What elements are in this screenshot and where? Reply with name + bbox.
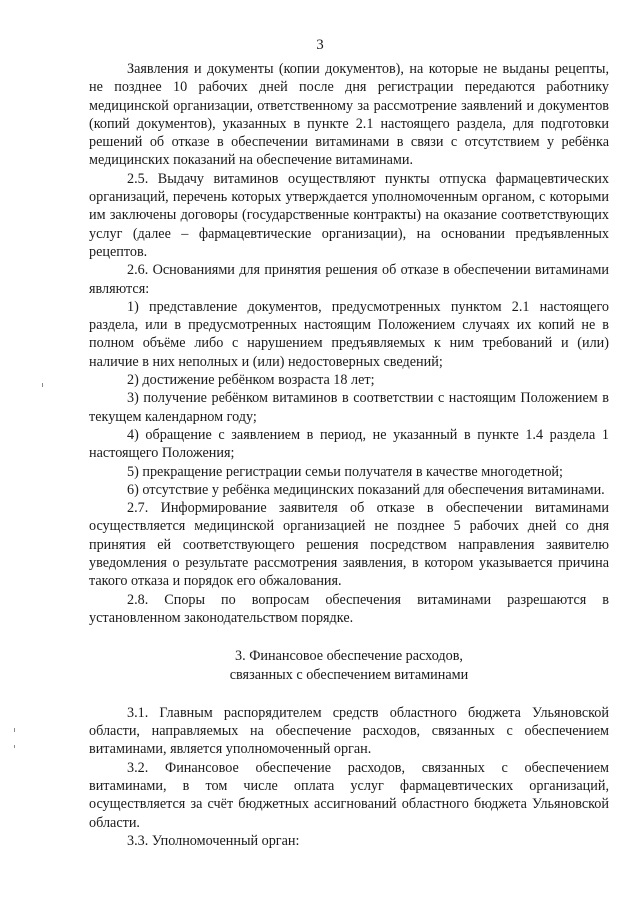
paragraph-3-3: 3.3. Уполномоченный орган: xyxy=(127,832,300,849)
scan-mark xyxy=(14,728,15,732)
list-item-2-6-4: 4) обращение с заявлением в период, не указанный в пункте 1.4 раздела 1 настоящего Положения; xyxy=(89,426,609,462)
list-item-2-6-3: 3) получение ребёнком витаминов в соответствии с настоящим Положением в текущем календарном году; xyxy=(89,390,609,425)
section-3-heading xyxy=(89,647,609,684)
paragraph-2-8: 2.8. Споры по вопросам обеспечения витаминами разрешаются в установленном законодательством порядке. xyxy=(89,591,609,626)
section-3-heading-line1: 3. Финансовое обеспечение расходов, xyxy=(235,648,463,665)
paragraph-2-7: 2.7. Информирование заявителя об отказе в обеспечении витаминами осуществляется медицинской организацией не позднее 5 рабочих дней со дня принятия ей соответствующего решения посредством направления заявителю уведомления о результате рассмотрения заявления, в котором указывается причина такого отказа и порядок его обжалования. xyxy=(89,500,609,590)
list-item-2-6-6: 6) отсутствие у ребёнка медицинских показаний для обеспечения витаминами. xyxy=(127,481,605,498)
paragraph-3-1: 3.1. Главным распорядителем средств областного бюджета Ульяновской области, направляемых на обеспечение расходов, связанных с обеспечением витаминами, является уполномоченный орган. xyxy=(89,704,609,758)
paragraph-2-6: 2.6. Основаниями для принятия решения об отказе в обеспечении витаминами являются: xyxy=(89,262,609,297)
page-number: 3 xyxy=(316,37,324,53)
scan-mark xyxy=(42,383,43,387)
paragraph-3-2: 3.2. Финансовое обеспечение расходов, связанных с обеспечением витаминами, в том числе оплата услуг фармацевтических организаций, осуществляется за счёт бюджетных ассигнований областного бюджета Ульяновской области. xyxy=(89,759,609,831)
section-3-heading-line2: связанных с обеспечением витаминами xyxy=(229,666,469,683)
scan-mark xyxy=(14,745,15,748)
paragraph-2-5: 2.5. Выдачу витаминов осуществляют пункты отпуска фармацевтических организаций, перечень которых утверждается уполномоченным органом, с которыми им заключены договоры (государственные контракты) на оказание соответствующих услуг (далее – фармацевтические организации), на основании предъявленных рецептов. xyxy=(89,170,609,260)
list-item-2-6-5: 5) прекращение регистрации семьи получателя в качестве многодетной; xyxy=(127,463,563,480)
list-item-2-6-1: 1) представление документов, предусмотренных пунктом 2.1 настоящего раздела, или в предусмотренных настоящим Положением случаях их копий не в полном объёме либо с нарушением предъявляемых к ним требований и (или) наличие в них неполных и (или) недостоверных сведений; xyxy=(89,298,609,370)
paragraph-2-4-continued: Заявления и документы (копии документов), на которые не выданы рецепты, не позднее 10 рабочих дней после дня регистрации передаются работнику медицинской организации, ответственному за рассмотрение заявлений и документов (копий документов), указанных в пункте 2.1 настоящего раздела, для подготовки решений об отказе в обеспечении витаминами в связи с отсутствием у ребёнка медицинских показаний на обеспечение витаминами. xyxy=(89,61,609,169)
document-body xyxy=(89,60,609,850)
list-item-2-6-2: 2) достижение ребёнком возраста 18 лет; xyxy=(127,372,375,389)
